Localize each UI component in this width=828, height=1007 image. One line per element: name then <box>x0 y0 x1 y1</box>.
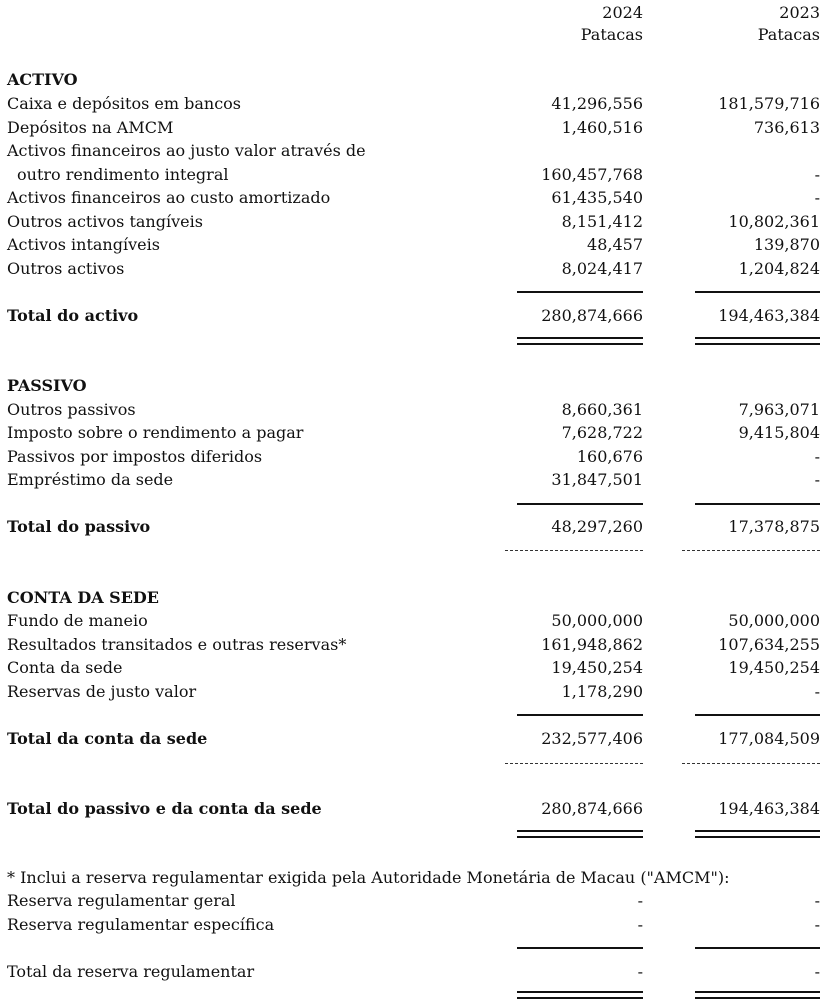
double-rule <box>517 991 643 999</box>
currency-header-row <box>0 24 828 46</box>
total-label: Total da conta da sede <box>7 729 208 748</box>
total-label: Total da reserva regulamentar <box>7 962 255 981</box>
section-title-passivo <box>0 375 828 397</box>
value-2023: 7,963,071 <box>738 400 820 419</box>
value-2024: 1,178,290 <box>561 682 643 701</box>
value-2024: 8,660,361 <box>561 400 643 419</box>
section-heading: PASSIVO <box>7 376 87 395</box>
grand-total-row <box>0 798 828 820</box>
value-2023: 107,634,255 <box>718 635 820 654</box>
dashed-rule <box>505 763 643 764</box>
table-row <box>0 117 828 139</box>
table-row <box>0 681 828 703</box>
value-2023: - <box>814 470 820 489</box>
table-row <box>0 657 828 679</box>
total-label: Total do activo <box>7 306 139 325</box>
subtotal-rule <box>517 291 643 293</box>
value-2024: 7,628,722 <box>561 423 643 442</box>
row-label: Reservas de justo valor <box>7 682 197 701</box>
currency-2024: Patacas <box>580 25 643 44</box>
row-label: Outros activos <box>7 259 125 278</box>
total-label: Total do passivo <box>7 517 151 536</box>
section-heading: CONTA DA SEDE <box>7 588 159 607</box>
subtotal-rule <box>517 947 643 949</box>
total-value-2024: - <box>637 962 643 981</box>
grand-total-label: Total do passivo e da conta da sede <box>7 799 322 818</box>
table-row <box>0 164 828 186</box>
grand-total-value-2023: 194,463,384 <box>718 799 820 818</box>
value-2023: 50,000,000 <box>728 611 820 630</box>
value-2024: 61,435,540 <box>551 188 643 207</box>
section-title-activo <box>0 69 828 91</box>
total-row-reserva <box>0 961 828 983</box>
year-2024: 2024 <box>602 3 643 22</box>
row-label: Fundo de maneio <box>7 611 148 630</box>
value-2023: - <box>814 188 820 207</box>
row-label: Imposto sobre o rendimento a pagar <box>7 423 304 442</box>
table-row <box>0 610 828 632</box>
subtotal-rule <box>517 714 643 716</box>
section-title-sede <box>0 587 828 609</box>
row-label: Activos intangíveis <box>7 235 160 254</box>
value-2023: - <box>814 915 820 934</box>
row-label: Reserva regulamentar geral <box>7 891 236 910</box>
total-value-2024: 232,577,406 <box>541 729 643 748</box>
total-row-activo <box>0 305 828 327</box>
table-row <box>0 446 828 468</box>
total-row-sede <box>0 728 828 750</box>
total-value-2023: 177,084,509 <box>718 729 820 748</box>
double-rule <box>695 830 820 838</box>
value-2024: 19,450,254 <box>551 658 643 677</box>
value-2023: - <box>814 891 820 910</box>
grand-total-value-2024: 280,874,666 <box>541 799 643 818</box>
row-label: Outros passivos <box>7 400 136 419</box>
value-2023: 736,613 <box>753 118 820 137</box>
table-row <box>0 140 828 162</box>
row-label: Reserva regulamentar específica <box>7 915 275 934</box>
value-2023: 1,204,824 <box>738 259 820 278</box>
year-2023: 2023 <box>779 3 820 22</box>
value-2023: 19,450,254 <box>728 658 820 677</box>
row-label: Activos financeiros ao custo amortizado <box>7 188 331 207</box>
value-2023: - <box>814 447 820 466</box>
dashed-rule <box>505 550 643 551</box>
row-label: Empréstimo da sede <box>7 470 174 489</box>
table-row <box>0 634 828 656</box>
table-row <box>0 399 828 421</box>
table-row <box>0 422 828 444</box>
total-value-2023: - <box>814 962 820 981</box>
value-2024: 8,151,412 <box>561 212 643 231</box>
total-value-2023: 17,378,875 <box>728 517 820 536</box>
value-2023: 181,579,716 <box>718 94 820 113</box>
table-row <box>0 258 828 280</box>
row-label: Depósitos na AMCM <box>7 118 174 137</box>
value-2023: 10,802,361 <box>728 212 820 231</box>
row-label: outro rendimento integral <box>17 165 229 184</box>
value-2024: 160,676 <box>576 447 643 466</box>
value-2024: - <box>637 891 643 910</box>
subtotal-rule <box>695 503 820 505</box>
table-row <box>0 211 828 233</box>
value-2024: 160,457,768 <box>541 165 643 184</box>
double-rule <box>695 337 820 345</box>
row-label: Conta da sede <box>7 658 123 677</box>
subtotal-rule <box>695 291 820 293</box>
section-heading: ACTIVO <box>7 70 78 89</box>
double-rule <box>517 337 643 345</box>
row-label: Resultados transitados e outras reservas* <box>7 635 347 654</box>
value-2023: - <box>814 682 820 701</box>
row-label: Activos financeiros ao justo valor através de <box>7 141 366 160</box>
total-value-2024: 48,297,260 <box>551 517 643 536</box>
dashed-rule <box>682 550 820 551</box>
value-2024: 48,457 <box>587 235 643 254</box>
value-2024: 41,296,556 <box>551 94 643 113</box>
value-2024: 50,000,000 <box>551 611 643 630</box>
value-2023: 139,870 <box>753 235 820 254</box>
double-rule <box>517 830 643 838</box>
total-row-passivo <box>0 516 828 538</box>
footnote-row <box>0 867 828 889</box>
value-2023: 9,415,804 <box>738 423 820 442</box>
row-label: Caixa e depósitos em bancos <box>7 94 241 113</box>
table-row <box>0 187 828 209</box>
value-2024: 1,460,516 <box>561 118 643 137</box>
dashed-rule <box>682 763 820 764</box>
year-header-row <box>0 2 828 24</box>
subtotal-rule <box>695 947 820 949</box>
value-2024: 161,948,862 <box>541 635 643 654</box>
subtotal-rule <box>695 714 820 716</box>
row-label: Outros activos tangíveis <box>7 212 203 231</box>
table-row <box>0 469 828 491</box>
value-2024: - <box>637 915 643 934</box>
value-2023: - <box>814 165 820 184</box>
double-rule <box>695 991 820 999</box>
table-row <box>0 914 828 936</box>
total-value-2023: 194,463,384 <box>718 306 820 325</box>
value-2024: 31,847,501 <box>551 470 643 489</box>
footnote-text: * Inclui a reserva regulamentar exigida pela Autoridade Monetária de Macau ("AMCM"): <box>7 868 730 887</box>
table-row <box>0 93 828 115</box>
table-row <box>0 890 828 912</box>
value-2024: 8,024,417 <box>561 259 643 278</box>
currency-2023: Patacas <box>757 25 820 44</box>
row-label: Passivos por impostos diferidos <box>7 447 263 466</box>
subtotal-rule <box>517 503 643 505</box>
total-value-2024: 280,874,666 <box>541 306 643 325</box>
table-row <box>0 234 828 256</box>
